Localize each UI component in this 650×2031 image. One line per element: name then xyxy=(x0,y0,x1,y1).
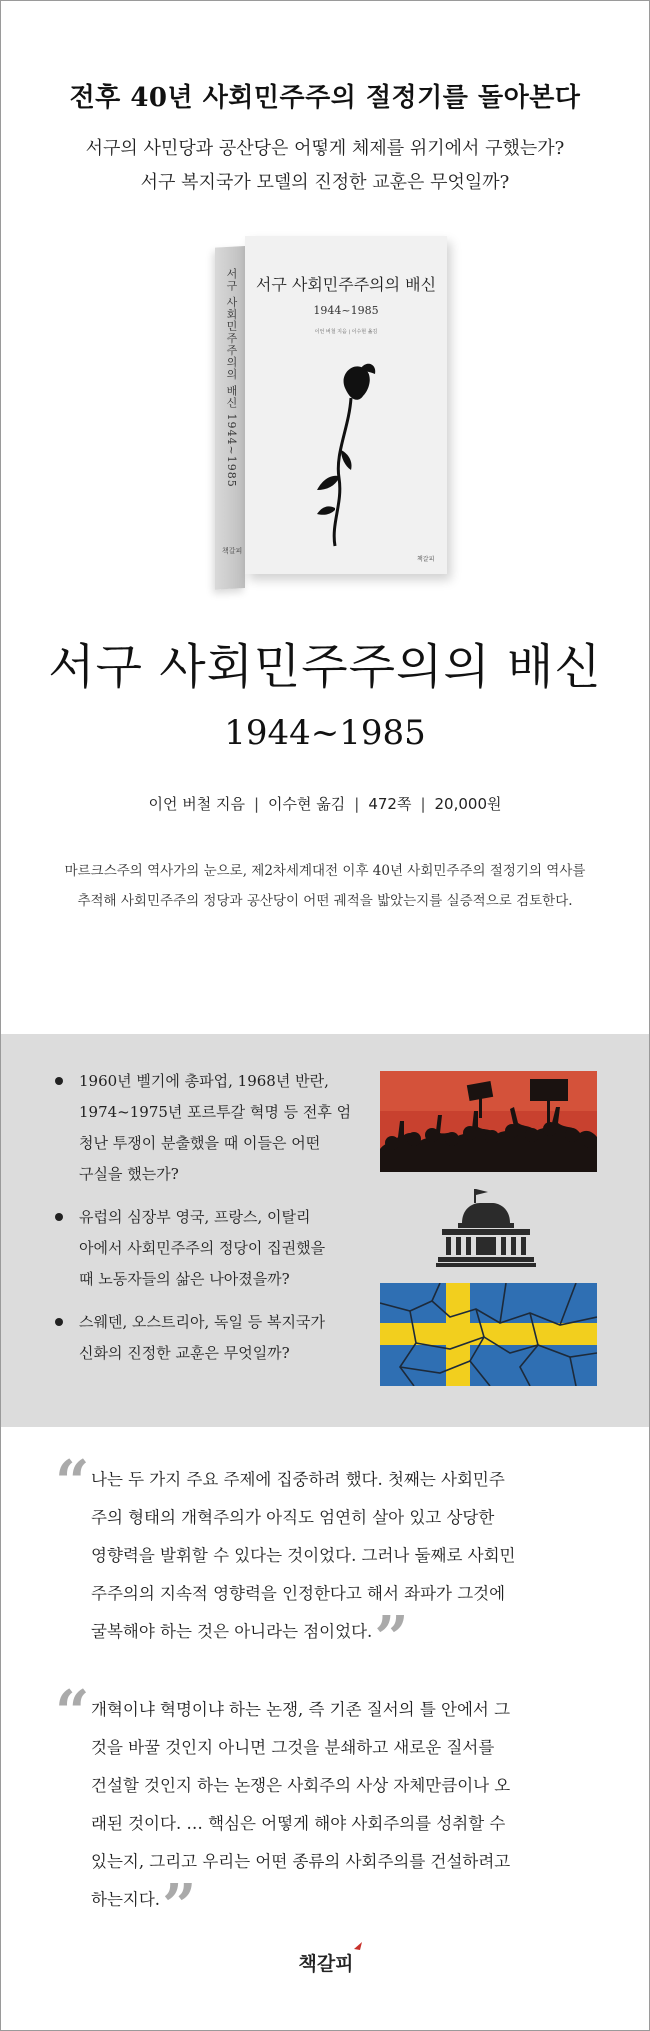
bullet-dot-icon xyxy=(55,1077,63,1085)
description-line: 추적해 사회민주주의 정당과 공산당이 어떤 궤적을 밟았는지를 실증적으로 검토한다. xyxy=(77,893,573,909)
close-quote-icon: ” xyxy=(162,1872,197,1942)
cover-author: 이언 버철 지음 | 이수현 옮김 xyxy=(314,329,378,335)
list-item: 1960년 벨기에 총파업, 1968년 반란, 1974~1975년 포르투갈 혁명 등 전후 엄 청난 투쟁이 분출했을 때 이들은 어떤 구실을 했는가? xyxy=(53,1066,383,1190)
author-quote-1: “ 나는 두 가지 주요 주제에 집중하려 했다. 첫째는 사회민주 주의 형태의 개혁주의가 아직도 엄연히 살아 있고 상당한 영향력을 발휘할 수 있다는 것이었다. 그러나 둘째로 사회민 주주의의 지속적 영향력을 인정한다고 해서 좌파가 그것에 굴복해야 하는 것은 아니라는 점이었다.” xyxy=(55,1448,516,1674)
cover-publisher: 책갈피 xyxy=(417,556,435,563)
author: 이언 버철 지음 xyxy=(148,795,245,813)
cracked-swedish-flag-image xyxy=(380,1283,597,1386)
spine-publisher: 책갈피 xyxy=(222,547,243,555)
cover-title: 서구 사회민주주의의 배신 xyxy=(255,275,437,294)
headline: 전후 40년 사회민주주의 절정기를 돌아본다 xyxy=(69,83,581,113)
wilted-rose-illustration xyxy=(305,358,385,548)
publisher-logo: 책갈피 xyxy=(1,1949,650,1976)
subheadline-1: 서구의 사민당과 공산당은 어떻게 체제를 위기에서 구했는가? xyxy=(85,138,565,159)
bullet-dot-icon xyxy=(55,1318,63,1326)
spine-title: 서구 사회민주주의의 배신 1944~1985 xyxy=(225,268,238,488)
cover-years: 1944~1985 xyxy=(313,304,379,317)
subheadline-2: 서구 복지국가 모델의 진정한 교훈은 무엇일까? xyxy=(140,172,510,193)
book-title: 서구 사회민주주의의 배신 xyxy=(48,639,602,695)
book-meta xyxy=(1,793,649,814)
key-questions-list xyxy=(53,1066,383,1381)
book-mockup xyxy=(1,228,650,588)
translator: 이수현 옮김 xyxy=(268,795,346,813)
open-quote-icon: “ xyxy=(55,1678,90,1748)
description-line: 마르크스주의 역사가의 눈으로, 제2차세계대전 이후 40년 사회민주주의 절정기의 역사를 xyxy=(64,863,586,879)
meta-separator: | xyxy=(253,795,260,813)
close-quote-icon: ” xyxy=(374,1604,409,1674)
key-questions-section xyxy=(1,1034,650,1427)
author-quote-2: “ 개혁이냐 혁명이냐 하는 논쟁, 즉 기존 질서의 틀 안에서 그 것을 바꿀 것인지 아니면 그것을 분쇄하고 새로운 질서를 건설할 것인지 하는 논쟁은 사회주의 사상 자체만큼이나 오 래된 것이다. … 핵심은 어떻게 해야 사회주의를 성취할 수 있는지, 그리고 우리는 어떤 종류의 사회주의를 건설하려고 하는지다.” xyxy=(55,1678,511,1942)
open-quote-icon: “ xyxy=(55,1448,90,1518)
protest-crowd-image xyxy=(380,1071,597,1172)
bookmark-flag-icon xyxy=(353,1941,363,1951)
price: 20,000원 xyxy=(434,795,502,813)
page-count: 472쪽 xyxy=(368,795,412,813)
book-description xyxy=(1,856,649,916)
list-item: 스웨덴, 오스트리아, 독일 등 복지국가 신화의 진정한 교훈은 무엇일까? xyxy=(53,1307,383,1369)
meta-separator: | xyxy=(354,795,360,813)
list-item: 유럽의 심장부 영국, 프랑스, 이탈리 아에서 사회민주주의 정당이 집권했을 때 노동자들의 삶은 나아졌을까? xyxy=(53,1202,383,1295)
meta-separator: | xyxy=(420,795,426,813)
parliament-building-icon xyxy=(436,1187,536,1267)
book-years: 1944~1985 xyxy=(224,713,426,753)
bullet-dot-icon xyxy=(55,1213,63,1221)
